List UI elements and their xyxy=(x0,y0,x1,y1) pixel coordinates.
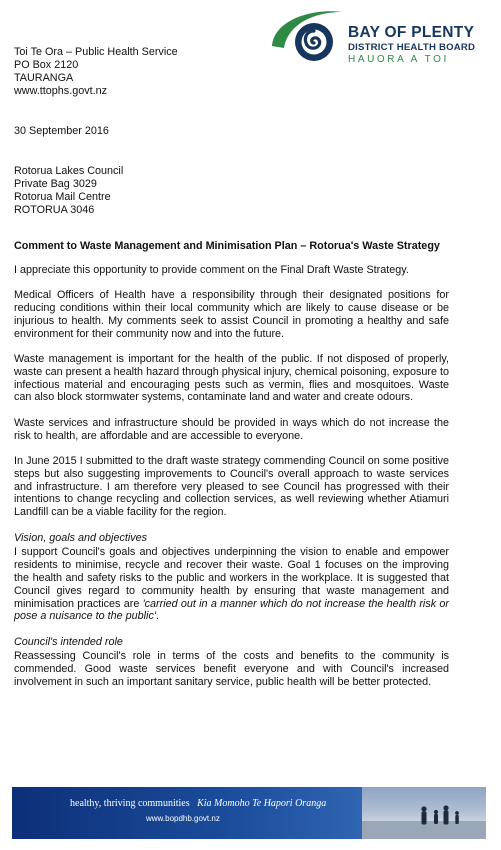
section-heading: Council's intended role xyxy=(14,635,123,648)
paragraph: Waste services and infrastructure should be provided in ways which do not increase the risk to health, are affordable and are accessible to everyone. xyxy=(14,416,449,442)
recipient-line: Rotorua Lakes Council xyxy=(14,165,124,177)
paragraph xyxy=(14,546,449,623)
recipient-line: Private Bag 3029 xyxy=(14,178,97,190)
sender-line: PO Box 2120 xyxy=(14,59,79,71)
logo-title: BAY OF PLENTY xyxy=(348,24,475,41)
letter-body xyxy=(14,240,449,701)
paragraph: I appreciate this opportunity to provide comment on the Final Draft Waste Strategy. xyxy=(14,263,409,276)
letter-date xyxy=(14,125,109,138)
footer-website: www.bopdhb.govt.nz xyxy=(146,814,220,823)
footer-tagline xyxy=(70,798,326,809)
recipient-address xyxy=(14,165,123,217)
koru-logo-icon xyxy=(268,6,344,70)
logo-maori-name: HAUORA A TOI xyxy=(348,54,449,65)
dhb-logo xyxy=(268,6,490,70)
paragraph: Medical Officers of Health have a responsibility through their designated positions for reducing conditions within their local community which are likely to cause disease or be injurious to health. My comments seek to assist Council in promoting a healthy and safe environment for their community now and into the future. xyxy=(14,289,449,340)
letter-subject: Comment to Waste Management and Minimisation Plan – Rotorua's Waste Strategy xyxy=(14,240,440,252)
paragraph: In June 2015 I submitted to the draft waste strategy commending Council on some positive steps but also suggesting improvements to Council's overall approach to waste services and infrastructure. I am therefore very pleased to see Council has progressed with their intentions to change recycling and collection services, as well reviewing whether Atiamuri Landfill can be a viable facility for the region. xyxy=(14,454,449,519)
sender-line: Toi Te Ora – Public Health Service xyxy=(14,46,178,58)
paragraph-end: . xyxy=(155,610,159,623)
paragraph: Reassessing Council's role in terms of the costs and benefits to the community is commended. Good waste services benefit everyone and with Council's increased involvement in such an important sanitary service, public health will be better protected. xyxy=(14,650,449,689)
paragraph-text: I support Council's goals and objectives underpinning the vision to enable and empower residents to minimise, recycle and recover their waste. Goal 1 focuses on the improving the health and safety risks to the public and workers in the workplace. It is suggested that Council gives regard to community health by ensuring that waste management and minimisation practices are xyxy=(14,546,449,610)
section-heading: Vision, goals and objectives xyxy=(14,531,148,544)
quoted-goal: 'carried out in a manner which do not increase the health risk or pose a nuisance to the public' xyxy=(14,597,449,623)
recipient-line: Rotorua Mail Centre xyxy=(14,191,111,203)
sender-line: TAURANGA xyxy=(14,72,74,84)
paragraph: Waste management is important for the health of the public. If not disposed of properly, waste can present a health hazard through physical injury, chemical poisoning, exposure to infectious material and encouraging pests such as vermin, flies and mosquitoes. Waste can also block stormwater systems, contaminate land and water and create odours. xyxy=(14,352,449,404)
recipient-line: ROTORUA 3046 xyxy=(14,204,95,216)
tagline-english: healthy, thriving communities xyxy=(70,798,190,809)
beach-family-photo xyxy=(362,787,486,839)
tagline-maori: Kia Momoho Te Hapori Oranga xyxy=(197,798,327,809)
footer-banner xyxy=(12,787,486,839)
logo-subtitle: DISTRICT HEALTH BOARD xyxy=(348,42,476,53)
sender-address xyxy=(14,46,178,98)
sender-website: www.ttophs.govt.nz xyxy=(14,85,108,97)
family-silhouette-icon xyxy=(362,787,486,839)
date-text: 30 September 2016 xyxy=(14,125,109,137)
